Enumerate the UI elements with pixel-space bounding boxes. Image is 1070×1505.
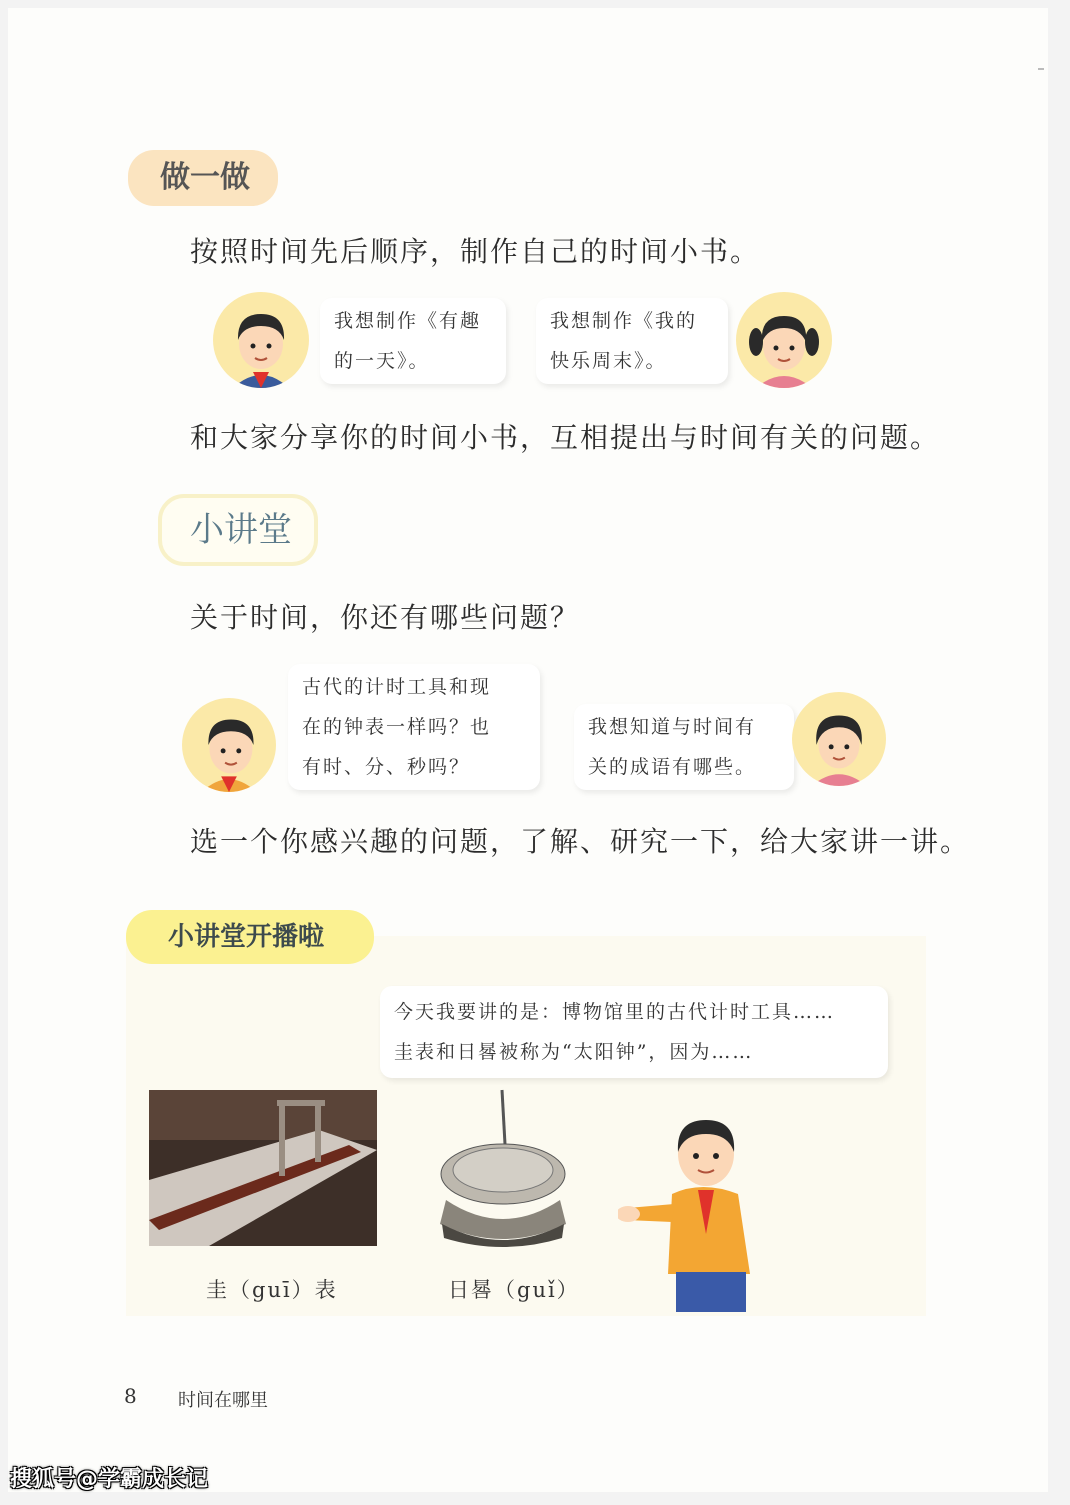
boy-icon <box>213 292 309 388</box>
section-label-lecture: 小讲堂 <box>158 494 318 566</box>
do-instruction-1: 按照时间先后顺序，制作自己的时间小书。 <box>190 235 761 268</box>
bubble-line: 古代的计时工具和现 <box>302 676 492 698</box>
speech-bubble-boy-2 <box>288 664 540 790</box>
girl-avatar-1 <box>736 292 832 388</box>
boy-presenter-icon <box>618 1104 784 1314</box>
bubble-line: 在的钟表一样吗？也 <box>302 716 492 738</box>
girl-icon <box>792 692 886 786</box>
speech-bubble-boy-1 <box>320 298 506 384</box>
textbook-page <box>8 8 1048 1492</box>
lecture-question: 关于时间，你还有哪些问题？ <box>190 601 581 634</box>
speech-bubble-girl-1 <box>536 298 728 384</box>
watermark: 搜狐号@学霸成长记 <box>10 1467 209 1492</box>
boy-icon <box>182 698 276 792</box>
bubble-line: 我想知道与时间有 <box>588 716 757 738</box>
girl-icon <box>736 292 832 388</box>
do-instruction-2: 和大家分享你的时间小书，互相提出与时间有关的问题。 <box>190 421 941 454</box>
sundial-icon <box>428 1088 578 1256</box>
bubble-line: 的一天》。 <box>334 350 430 372</box>
speech-bubble-girl-2 <box>574 704 794 790</box>
guibiao-caption: 圭（guī）表 <box>206 1278 338 1302</box>
page-number: 8 <box>124 1384 137 1408</box>
guibiao-photo <box>149 1090 377 1246</box>
boy-avatar-2 <box>182 698 276 792</box>
bubble-line: 我想制作《有趣 <box>334 310 482 332</box>
bubble-line: 快乐周末》。 <box>550 350 667 372</box>
rigui-photo <box>428 1088 578 1256</box>
corner-mark <box>1038 68 1044 70</box>
bubble-line: 我想制作《我的 <box>550 310 698 332</box>
bubble-line: 今天我要讲的是：博物馆里的古代计时工具…… <box>394 1001 836 1023</box>
section-label-do: 做一做 <box>128 150 278 206</box>
girl-avatar-2 <box>792 692 886 786</box>
boy-avatar-1 <box>213 292 309 388</box>
guibiao-image-icon <box>149 1090 377 1246</box>
bubble-line: 圭表和日晷被称为“太阳钟”，因为…… <box>394 1041 754 1063</box>
bubble-line: 有时、分、秒吗？ <box>302 756 471 778</box>
bubble-line: 关的成语有哪些。 <box>588 756 757 778</box>
rigui-caption: 日晷（guǐ） <box>448 1278 580 1302</box>
chapter-title: 时间在哪里 <box>178 1390 268 1411</box>
lecture-task: 选一个你感兴趣的问题，了解、研究一下，给大家讲一讲。 <box>190 825 971 858</box>
speaking-boy <box>618 1104 784 1314</box>
section-label-broadcast: 小讲堂开播啦 <box>126 910 374 964</box>
speech-bubble-speaker <box>380 986 888 1078</box>
